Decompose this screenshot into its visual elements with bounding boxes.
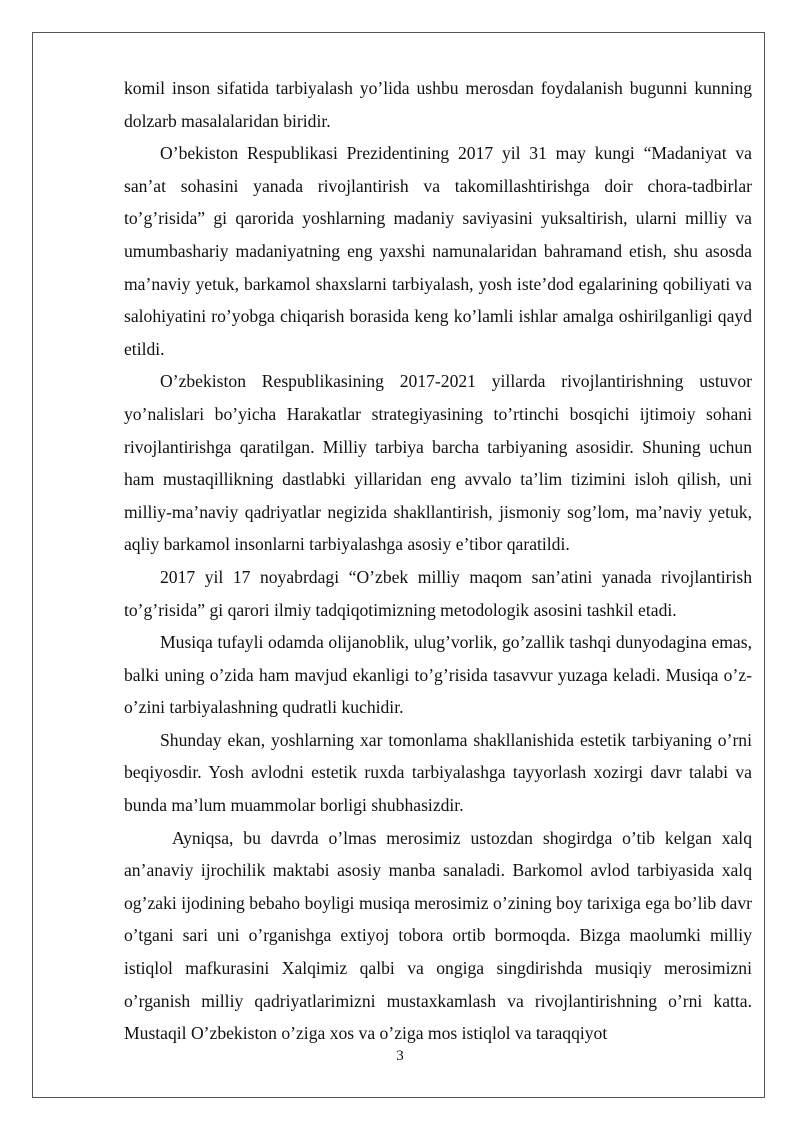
paragraph-maqom-decree: 2017 yil 17 noyabrdagi “O’zbek milliy maqom san’atini yanada rivojlantirish to’g’risida” gi qarori ilmiy tadqiqotimizning metodologik asosini tashkil etadi. (124, 566, 752, 620)
paragraph-music-nobility: Musiqa tufayli odamda olijanoblik, ulug’vorlik, go’zallik tashqi dunyodagina emas, balki uning o’zida ham mavjud ekanligi to’g’risida tasavvur yuzaga keladi. Musiqa o’z-o’zini tarbiyalashning qudratli kuchidir. (124, 632, 752, 718)
paragraph-continuation: komil inson sifatida tarbiyalash yo’lida ushbu merosdan foydalanish bugunni kunning dolzarb masalalaridan biridir. (124, 78, 752, 131)
paragraph-heritage: Ayniqsa, bu davrda o’lmas merosimiz ustozdan shogirdga o’tib kelgan xalq an’anaviy ijrochilik maktabi asosiy manba sanaladi. Barkomol avlod tarbiyasida xalq og’zaki ijodining bebaho boyligi musiqa merosimiz o’zining boy tarixiga ega bo’lib davr o’tgani sari uni o’rganishga extiyoj tobora ortib bormoqda. Bizga maolumki milliy istiqlol mafkurasini Xalqimiz qalbi va ongiga singdirishda musiqiy merosimizni o’rganish milliy qadriyatlarimizni mustaxkamlash va rivojlantirishning o’rni katta. Mustaqil O’zbekiston o’ziga xos va o’ziga mos istiqlol va taraqqiyot (124, 827, 752, 1044)
paragraph-action-strategy: O’zbekiston Respublikasining 2017-2021 yillarda rivojlantirishning ustuvor yo’nalislari bo’yicha Harakatlar strategiyasining to’rtinchi bosqichi ijtimoiy sohani rivojlantirishga qaratilgan. Milliy tarbiya barcha tarbiyaning asosidir. Shuning uchun ham mustaqillikning dastlabki yillaridan eng avvalo ta’lim tizimini isloh qilish, uni milliy-ma’naviy qadriyatlar negizida shakllantirish, jismoniy sog’lom, ma’naviy yetuk, aqliy barkamol insonlarni tarbiyalashga asosiy e’tibor qaratildi. (124, 371, 752, 555)
document-body (124, 72, 752, 1050)
paragraph-aesthetic-education: Shunday ekan, yoshlarning xar tomonlama shakllanishida estetik tarbiyaning o’rni beqiyosdir. Yosh avlodni estetik ruxda tarbiyalashga tayyorlash xozirgi davr talabi va bunda ma’lum muammolar borligi shubhasizdir. (124, 729, 752, 816)
paragraph-presidential-decree: O’bekiston Respublikasi Prezidentining 2017 yil 31 may kungi “Madaniyat va san’at sohasini yanada rivojlantirish va takomillashtirishga doir chora-tadbirlar to’g’risida” gi qarorida yoshlarning madaniy saviyasini yuksaltirish, ularni milliy va umumbashariy madaniyatning eng yaxshi namunalaridan bahramand etish, shu asosda ma’naviy yetuk, barkamol shaxslarni tarbiyalash, yosh iste’dod egalarining qobiliyati va salohiyatini ro’yobga chiqarish borasida keng ko’lamli ishlar amalga oshirilganligi qayd etildi. (124, 143, 752, 359)
page-number: 3 (396, 1048, 404, 1064)
